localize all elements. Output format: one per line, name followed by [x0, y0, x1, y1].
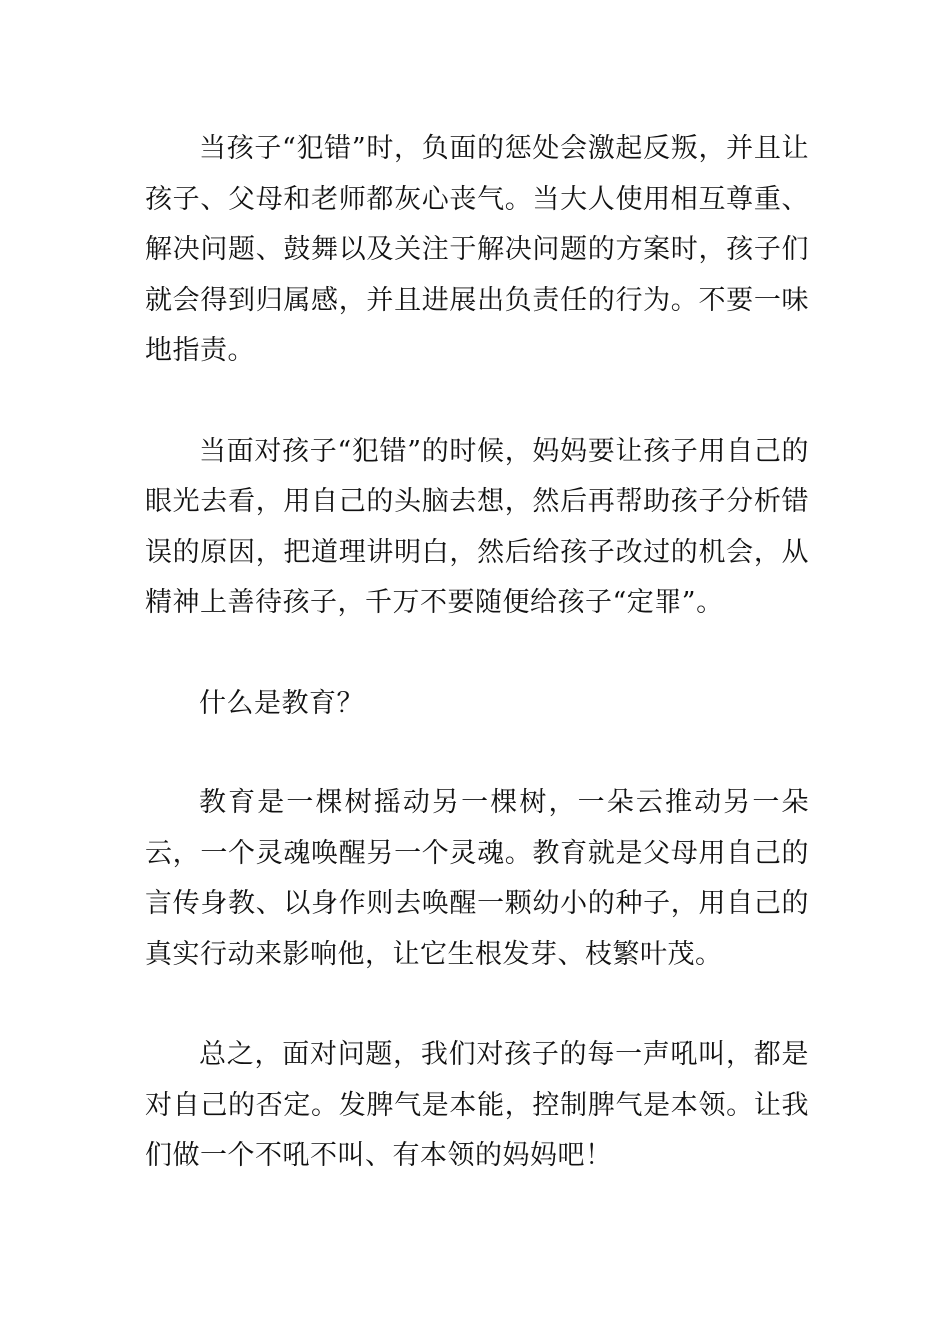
document-body — [145, 124, 809, 1232]
paragraph-facing-mistakes: 当面对孩子“犯错”的时候，妈妈要让孩子用自己的眼光去看，用自己的头脑去想，然后再帮助孩子分析错误的原因，把道理讲明白，然后给孩子改过的机会，从精神上善待孩子，千万不要随便给孩子“定罪”。 — [145, 435, 809, 618]
paragraph-punishment: 当孩子“犯错”时，负面的惩处会激起反叛，并且让孩子、父母和老师都灰心丧气。当大人使用相互尊重、解决问题、鼓舞以及关注于解决问题的方案时，孩子们就会得到归属感，并且进展出负责任的行为。不要一味地指责。 — [145, 133, 809, 366]
paragraph-question: 什么是教育？ — [199, 687, 364, 719]
paragraph-education: 教育是一棵树摇动另一棵树，一朵云推动另一朵云，一个灵魂唤醒另一个灵魂。教育就是父母用自己的言传身教、以身作则去唤醒一颗幼小的种子，用自己的真实行动来影响他，让它生根发芽、枝繁叶茂。 — [145, 787, 809, 970]
paragraph-conclusion: 总之，面对问题，我们对孩子的每一声吼叫，都是对自己的否定。发脾气是本能，控制脾气是本领。让我们做一个不吼不叫、有本领的妈妈吧！ — [145, 1039, 809, 1171]
